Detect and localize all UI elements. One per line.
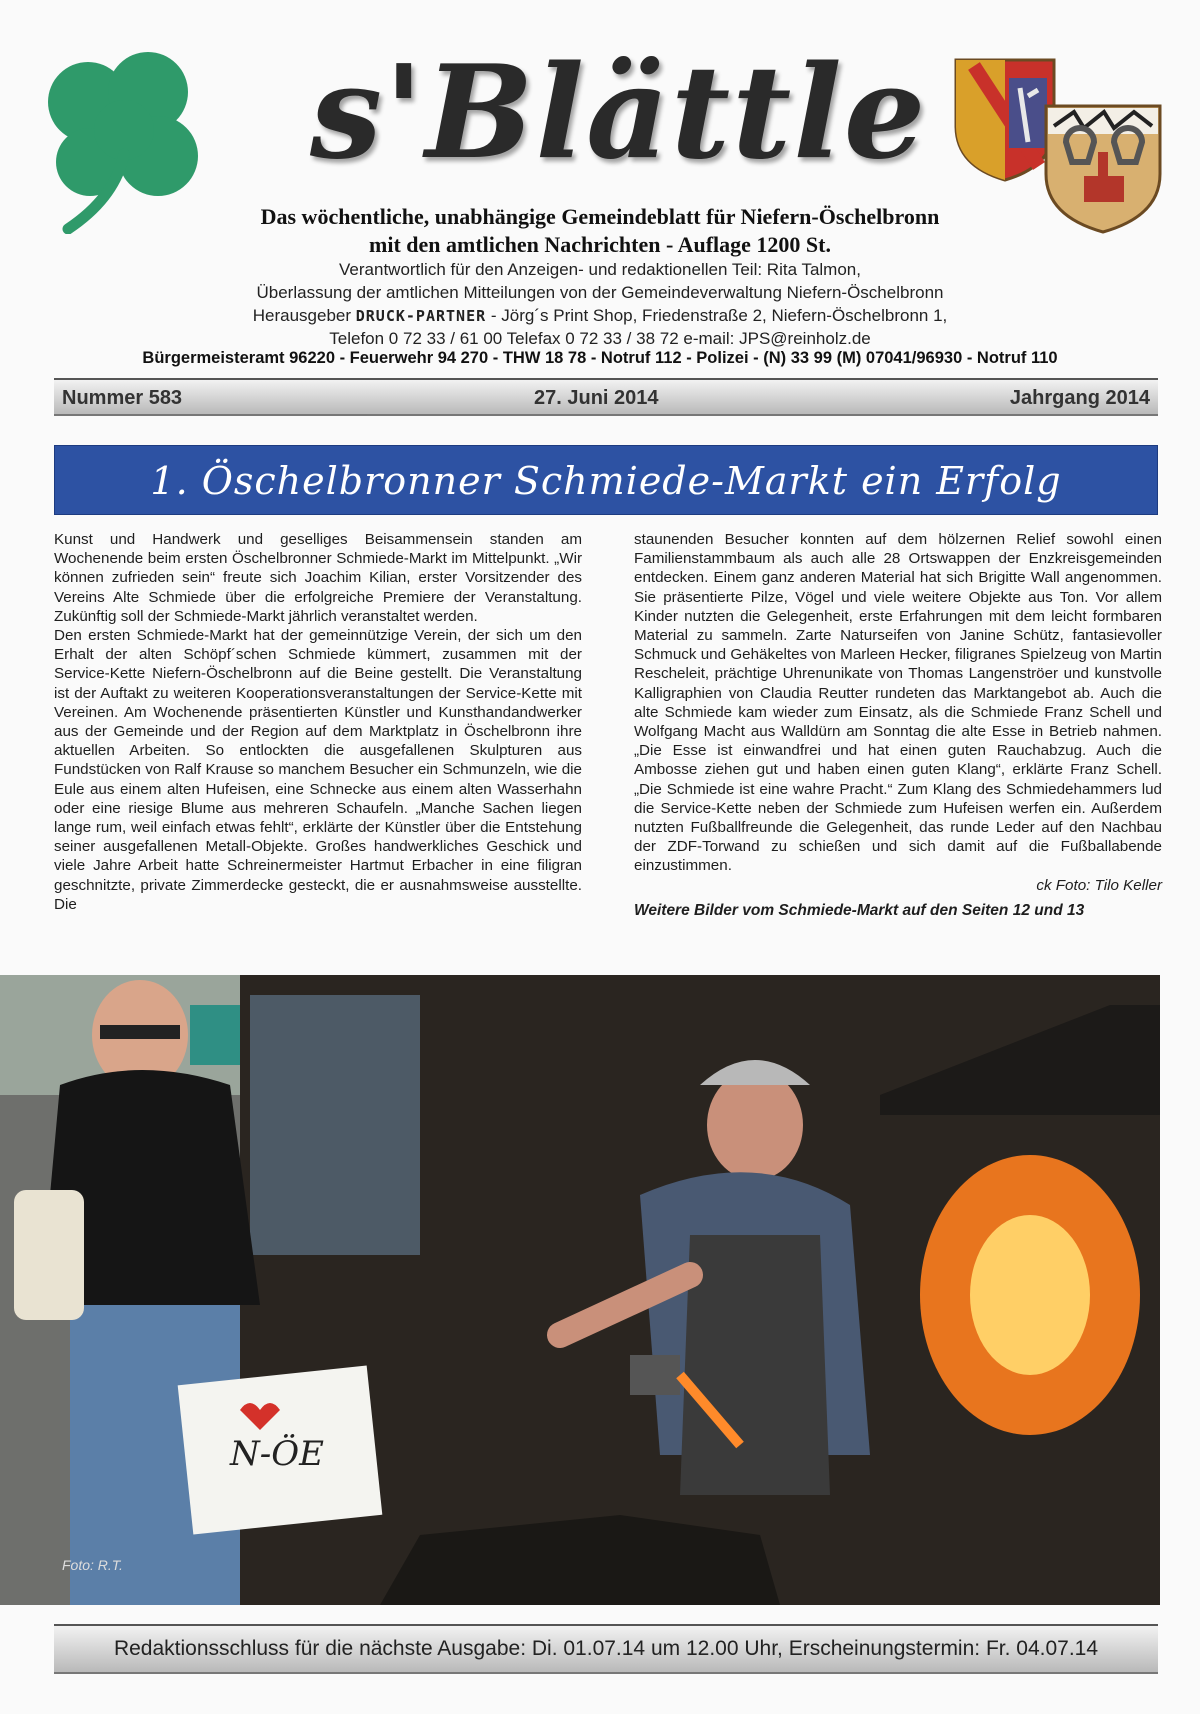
masthead-subtitle-1: Das wöchentliche, unabhängige Gemeindeblatt für Niefern-Öschelbronn	[260, 204, 940, 229]
article-column-left	[54, 530, 582, 914]
issue-bar	[54, 378, 1158, 416]
masthead-responsible: Verantwortlich für den Anzeigen- und redaktionellen Teil: Rita Talmon,	[339, 260, 861, 279]
photo-caption: Foto: R.T.	[62, 1557, 123, 1573]
editorial-deadline-bar: Redaktionsschluss für die nächste Ausgabe: Di. 01.07.14 um 12.00 Uhr, Erscheinungstermin: Fr. 04.07.14	[54, 1624, 1158, 1674]
bag-logo-text: N-ÖE	[230, 1434, 324, 1474]
issue-number: Nummer 583	[62, 387, 183, 409]
emergency-numbers: Bürgermeisteramt 96220 - Feuerwehr 94 270 - THW 18 78 - Notruf 112 - Polizei - (N) 33 99 (M) 07041/96930 - Notruf 110	[142, 349, 1058, 367]
issue-year: Jahrgang 2014	[1009, 387, 1150, 409]
issue-date: 27. Juni 2014	[534, 387, 659, 409]
masthead-publisher	[120, 304, 1080, 328]
masthead-subtitle-2: mit den amtlichen Nachrichten - Auflage 1200 St.	[369, 232, 831, 257]
article-paragraph: Den ersten Schmiede-Markt hat der gemeinnützige Verein, der sich um den Erhalt der alten Schöpf´schen Schmiede kümmert, zusammen mit der Service-Kette Niefern-Öschelbronn auf die Beine gestellt. Die Veranstaltung ist der Auftakt zu weiteren Kooperationsveranstaltungen der Service-Kette mit Vereinen. Am Wochenende präsentierten Künstler und Kunsthandandwerker aus der Gemeinde und der Region auf dem Marktplatz in Öschelbronn ihre aktuellen Arbeiten. So entlockten die ausgefallenen Skulpturen aus Fundstücken von Ralf Krause so manchem Besucher ein Schmunzeln, wie die Eule aus einem alten Hufeisen, eine Schnecke aus einem alten Wasserhahn oder eine riesige Blume aus mehreren Schaufeln. „Manche Sachen liegen lange rum, weil einfach etwas fehlt“, erklärte der Künstler über die Entstehung seiner ausgefallenen Metall-Objekte. Großes handwerkliches Geschick und viele Jahre Arbeit hatte Schreinermeister Hartmut Erbacher in eine filigran geschnitzte, private Zimmerdecke gesteckt, die er ausnahmsweise ausstellte. Die	[54, 627, 582, 913]
masthead-transfer-note: Überlassung der amtlichen Mitteilungen von der Gemeindeverwaltung Niefern-Öschelbronn	[256, 283, 944, 302]
more-pictures-note: Weitere Bilder vom Schmiede-Markt auf den Seiten 12 und 13	[634, 901, 1085, 919]
druck-partner-logo: DRUCK-PARTNER	[355, 307, 487, 325]
article-column-right	[634, 530, 1162, 920]
article-photo	[0, 975, 1160, 1605]
crest-oeschelbronn	[1046, 106, 1160, 232]
article-paragraph: Kunst und Handwerk und geselliges Beisammensein standen am Wochenende beim ersten Öschelbronner Schmiede-Markt im Mittelpunkt. „Wir können zufrieden sein“ freute sich Joachim Kilian, erster Vorsitzender des Vereins Alte Schmiede über die erfolgreiche Premiere der Veranstaltung. Zukünftig soll der Schmiede-Markt jährlich veranstaltet werden.	[54, 531, 582, 625]
masthead	[0, 0, 1200, 380]
article-headline: 1. Öschelbronner Schmiede-Markt ein Erfolg	[54, 445, 1158, 515]
publisher-prefix: Herausgeber	[252, 306, 352, 325]
article-paragraph: staunenden Besucher konnten auf dem hölzernen Relief sowohl einen Familienstammbaum als auch alle 28 Ortswappen der Enzkreisgemeinden entdecken. Einem ganz anderen Material hat sich Brigitte Wall angenommen. Sie präsentierte Pilze, Vögel und viele weitere Objekte aus Ton. Vor allem Kinder nutzten die Gelegenheit, erste Erfahrungen mit dem leicht formbaren Material zu sammeln. Zarte Naturseifen von Janine Schütz, fantasievoller Schmuck und Gehäkeltes von Marleen Hecker, filigranes Spielzeug von Martin Rescheleit, prächtige Uhrenunikate von Thomas Langenströer und kunstvolle Kalligraphien von Claudia Reutter rundeten das Marktangebot ab. Auch die alte Schmiede kam wieder zum Einsatz, als die Schmiede Franz Schell und Wolfgang Macht aus Walldürn am Sonntag die alte Esse in Betrieb nahmen. „Die Esse ist einwandfrei und hat einen guten Rauchabzug. Auch die Ambosse ziehen gut und haben einen guten Klang“, erklärte Franz Schell. „Die Schmiede ist eine wahre Pracht.“ Zum Klang des Schmiedehammers lud die Service-Kette neben der Schmiede zum Hufeisen werfen ein. Außerdem nutzten Fußballfreunde die Gelegenheit, das runde Leder auf den Nachbau der ZDF-Torwand zu schießen und sich damit auf die Fußballabende einzustimmen.	[634, 531, 1162, 875]
newspaper-title: s'Blättle	[310, 38, 928, 188]
crest-niefern	[956, 60, 1054, 180]
photo-illustration	[0, 975, 1160, 1605]
publisher-address: - Jörg´s Print Shop, Friedenstraße 2, Niefern-Öschelbronn 1,	[490, 306, 948, 325]
masthead-contact: Telefon 0 72 33 / 61 00 Telefax 0 72 33 / 38 72 e-mail: JPS@reinholz.de	[329, 329, 871, 348]
photo-credit: ck Foto: Tilo Keller	[1036, 876, 1162, 894]
